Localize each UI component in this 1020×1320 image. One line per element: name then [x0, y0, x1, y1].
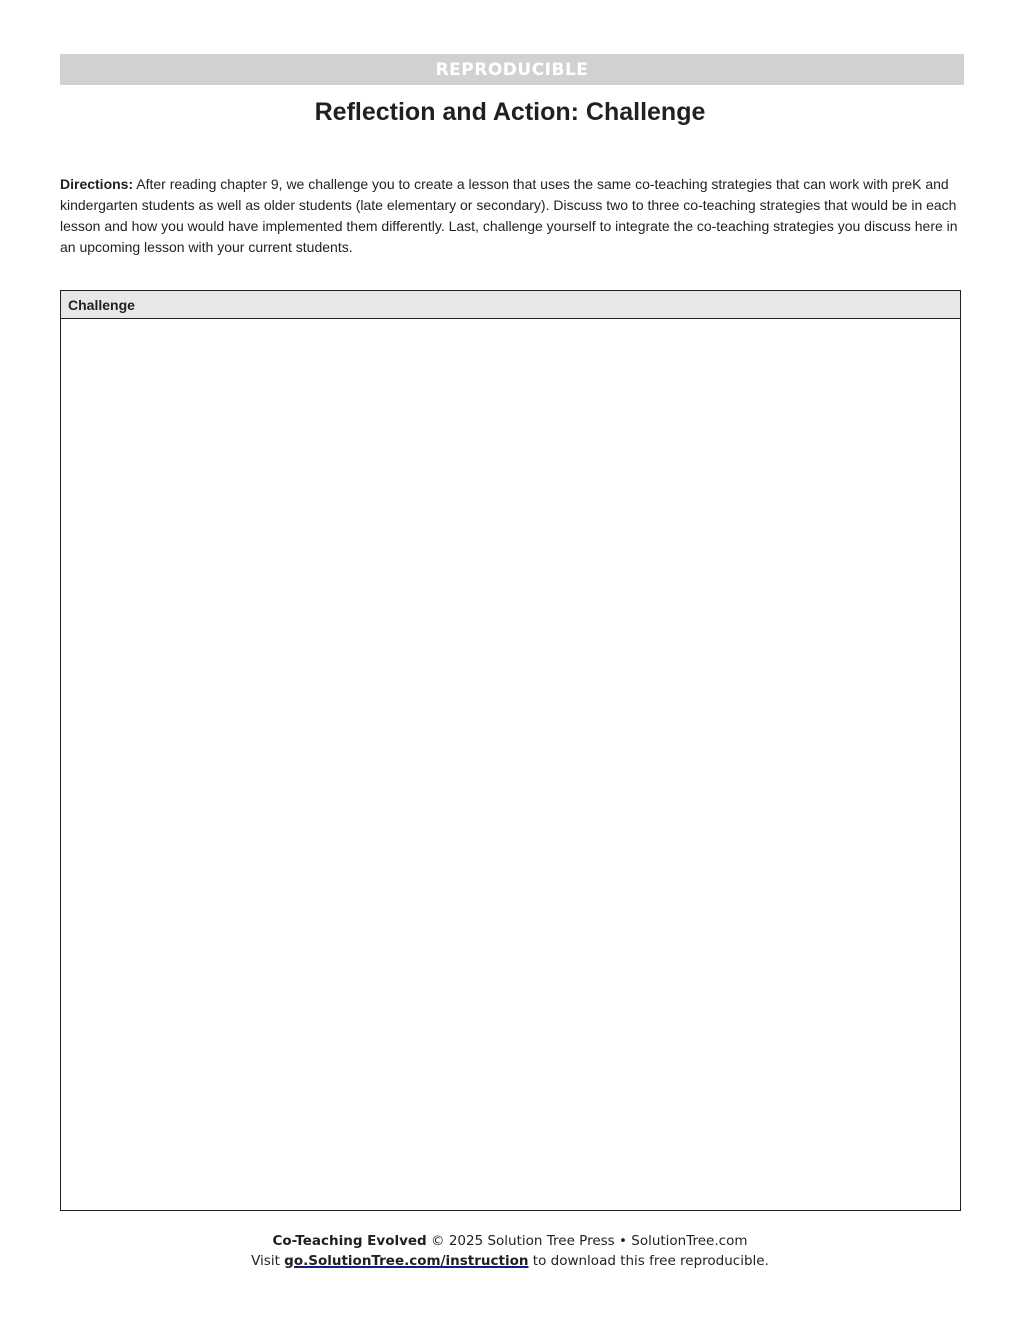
- footer-visit-prefix: Visit: [251, 1253, 285, 1269]
- page-title: Reflection and Action: Challenge: [314, 98, 706, 126]
- reproducible-banner: [60, 54, 964, 85]
- footer-visit-line: [0, 1251, 1020, 1271]
- footer-visit-suffix: to download this free reproducible.: [528, 1253, 769, 1269]
- challenge-table: [60, 290, 961, 1211]
- footer-book-title: Co-Teaching Evolved: [272, 1233, 427, 1249]
- challenge-header: Challenge: [61, 291, 960, 319]
- directions-label: Directions:: [60, 176, 134, 192]
- banner-label: REPRODUCIBLE: [435, 59, 589, 80]
- directions-paragraph: [60, 174, 960, 258]
- footer-copyright: © 2025 Solution Tree Press • SolutionTree.com: [426, 1233, 748, 1249]
- directions-text: After reading chapter 9, we challenge you to create a lesson that uses the same co-teaching strategies that can work with preK and kindergarten students as well as older students (late elementary or secondary). Discuss two to three co-teaching strategies that would be in each lesson and how you would have implemented them differently. Last, challenge yourself to integrate the co-teaching strategies you discuss here in an upcoming lesson with your current students.: [60, 176, 958, 255]
- challenge-response-area[interactable]: [61, 319, 960, 1210]
- footer: [0, 1231, 1020, 1271]
- footer-copyright-line: [0, 1231, 1020, 1251]
- footer-download-link[interactable]: go.SolutionTree.com/instruction: [284, 1253, 529, 1269]
